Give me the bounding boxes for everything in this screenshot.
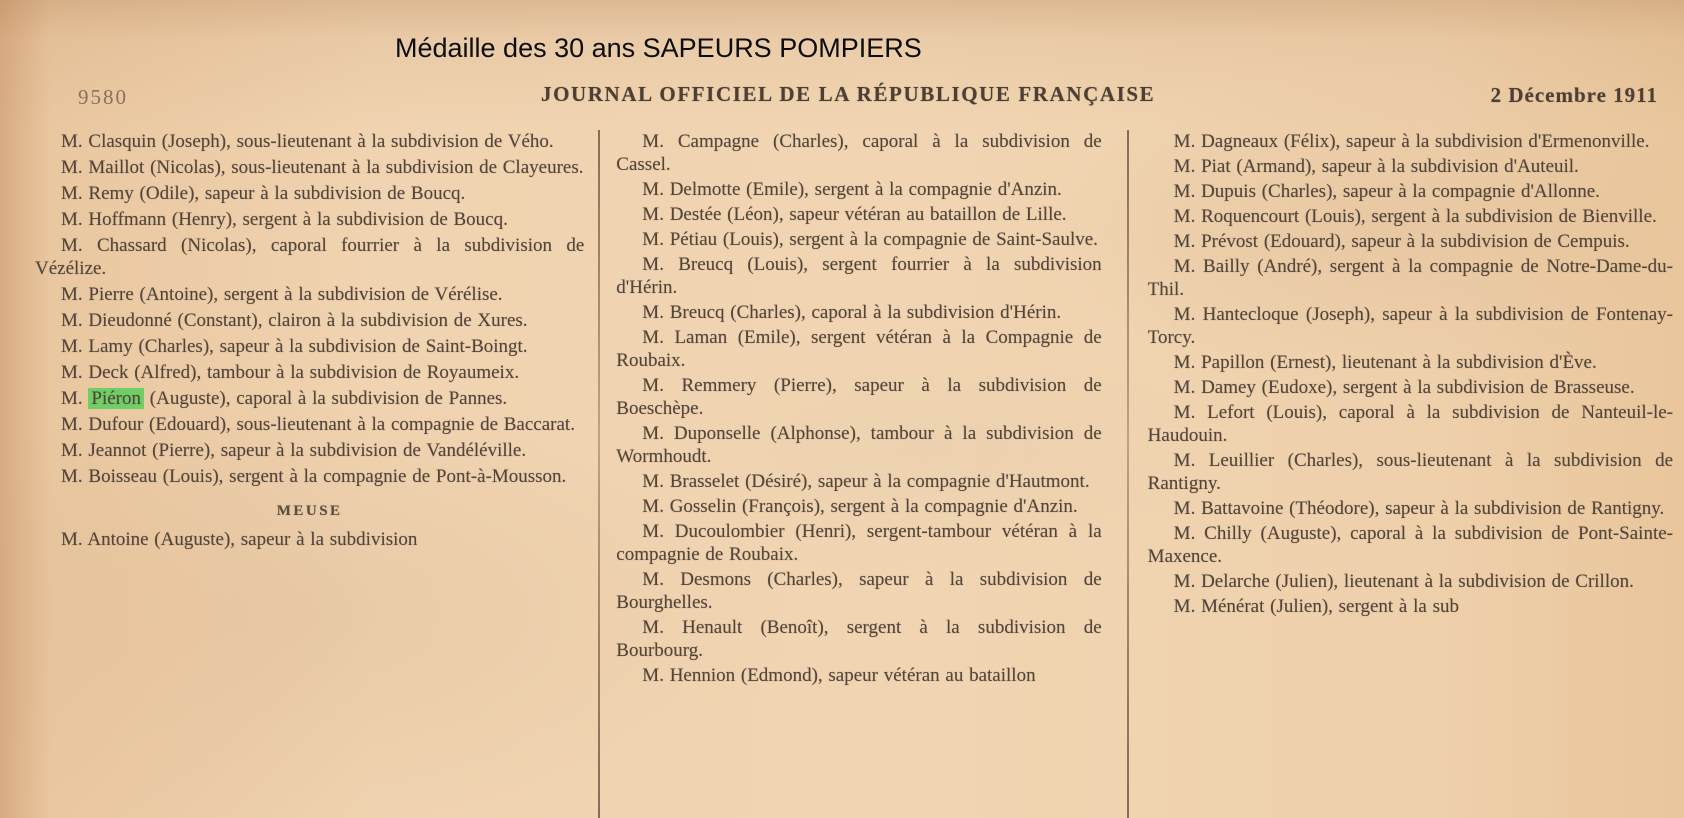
list-entry: M. Piat (Armand), sapeur à la subdivision d'Auteuil.: [1173, 156, 1579, 177]
list-entry: M. Ducoulombier (Henri), sergent-tambour vétéran à la compagnie de Roubaix.: [616, 521, 1102, 565]
list-entry: M. Ménérat (Julien), sergent à la sub: [1173, 596, 1459, 617]
list-entry: M. Pétiau (Louis), sergent à la compagnie de Saint-Saulve.: [642, 229, 1098, 250]
list-entry: M. Antoine (Auguste), sapeur à la subdivision: [61, 529, 418, 550]
list-entry: M. Piéron (Auguste), caporal à la subdivision de Pannes.: [61, 388, 508, 409]
list-entry: M. Brasselet (Désiré), sapeur à la compagnie d'Hautmont.: [642, 471, 1090, 492]
list-entry: M. Dupuis (Charles), sapeur à la compagnie d'Allonne.: [1173, 181, 1600, 202]
list-entry: M. Campagne (Charles), caporal à la subdivision de Cassel.: [616, 131, 1102, 175]
list-entry: M. Dufour (Edouard), sous-lieutenant à la compagnie de Baccarat.: [61, 414, 575, 435]
list-entry: M. Roquencourt (Louis), sergent à la subdivision de Bienville.: [1173, 206, 1657, 227]
list-entry: M. Delarche (Julien), lieutenant à la subdivision de Crillon.: [1173, 571, 1634, 592]
list-entry: M. Dagneaux (Félix), sapeur à la subdivision d'Ermenonville.: [1173, 131, 1650, 152]
list-entry: M. Gosselin (François), sergent à la compagnie d'Anzin.: [642, 496, 1078, 517]
list-entry: M. Remmery (Pierre), sapeur à la subdivision de Boeschèpe.: [616, 375, 1102, 419]
article-columns: [35, 130, 1673, 818]
list-entry: M. Chilly (Auguste), caporal à la subdivision de Pont-Sainte-Maxence.: [1147, 523, 1673, 567]
list-entry: M. Papillon (Ernest), lieutenant à la subdivision d'Ève.: [1173, 352, 1597, 373]
column-divider-1: [598, 130, 600, 818]
list-entry: M. Prévost (Edouard), sapeur à la subdivision de Cempuis.: [1173, 231, 1630, 252]
list-entry: M. Hennion (Edmond), sapeur vétéran au bataillon: [642, 665, 1036, 686]
column-divider-2: [1127, 130, 1129, 818]
list-entry: M. Bailly (André), sergent à la compagnie de Notre-Dame-du-Thil.: [1147, 256, 1673, 300]
list-entry: M. Destée (Léon), sapeur vétéran au bataillon de Lille.: [642, 204, 1067, 225]
list-entry: M. Remy (Odile), sapeur à la subdivision de Boucq.: [61, 183, 466, 204]
list-entry: M. Desmons (Charles), sapeur à la subdivision de Bourghelles.: [616, 569, 1102, 613]
list-entry: M. Leuillier (Charles), sous-lieutenant à la subdivision de Rantigny.: [1147, 450, 1673, 494]
list-entry: M. Hoffmann (Henry), sergent à la subdivision de Boucq.: [61, 209, 508, 230]
issue-date: 2 Décembre 1911: [1490, 83, 1658, 107]
list-entry: M. Deck (Alfred), tambour à la subdivision de Royaumeix.: [61, 362, 520, 383]
section-heading: MEUSE: [276, 503, 343, 519]
list-entry: M. Pierre (Antoine), sergent à la subdivision de Vérélise.: [61, 284, 503, 305]
list-entry: M. Battavoine (Théodore), sapeur à la subdivision de Rantigny.: [1173, 498, 1665, 519]
list-entry: M. Duponselle (Alphonse), tambour à la subdivision de Wormhoudt.: [616, 423, 1102, 467]
list-entry: M. Damey (Eudoxe), sergent à la subdivision de Brasseuse.: [1173, 377, 1635, 398]
list-entry: M. Henault (Benoît), sergent à la subdivision de Bourbourg.: [616, 617, 1102, 661]
list-entry: M. Boisseau (Louis), sergent à la compagnie de Pont-à-Mousson.: [61, 466, 567, 487]
page-number: 9580: [78, 85, 128, 109]
list-entry: M. Breucq (Charles), caporal à la subdivision d'Hérin.: [642, 302, 1062, 323]
overlay-caption: Médaille des 30 ans SAPEURS POMPIERS: [395, 33, 922, 63]
column-left: [35, 130, 584, 818]
list-entry: M. Jeannot (Pierre), sapeur à la subdivision de Vandéléville.: [61, 440, 527, 461]
column-middle: [616, 130, 1101, 818]
journal-title: JOURNAL OFFICIEL DE LA RÉPUBLIQUE FRANÇAISE: [540, 82, 1156, 106]
column-right: [1148, 130, 1673, 818]
list-entry: M. Chassard (Nicolas), caporal fourrier à la subdivision de Vézélize.: [35, 235, 585, 279]
list-entry: M. Delmotte (Emile), sergent à la compagnie d'Anzin.: [642, 179, 1062, 200]
list-entry: M. Dieudonné (Constant), clairon à la subdivision de Xures.: [61, 310, 528, 331]
list-entry: M. Hantecloque (Joseph), sapeur à la subdivision de Fontenay-Torcy.: [1147, 304, 1673, 348]
list-entry: M. Lefort (Louis), caporal à la subdivision de Nanteuil-le-Haudouin.: [1147, 402, 1673, 446]
list-entry: M. Lamy (Charles), sapeur à la subdivision de Saint-Boingt.: [61, 336, 528, 357]
masthead: [0, 82, 1684, 116]
list-entry: M. Laman (Emile), sergent vétéran à la Compagnie de Roubaix.: [616, 327, 1102, 371]
list-entry: M. Breucq (Louis), sergent fourrier à la subdivision d'Hérin.: [616, 254, 1102, 298]
highlighted-name: Piéron: [88, 388, 144, 409]
list-entry: M. Maillot (Nicolas), sous-lieutenant à la subdivision de Clayeures.: [61, 157, 584, 178]
list-entry: M. Clasquin (Joseph), sous-lieutenant à la subdivision de Vého.: [61, 131, 554, 152]
